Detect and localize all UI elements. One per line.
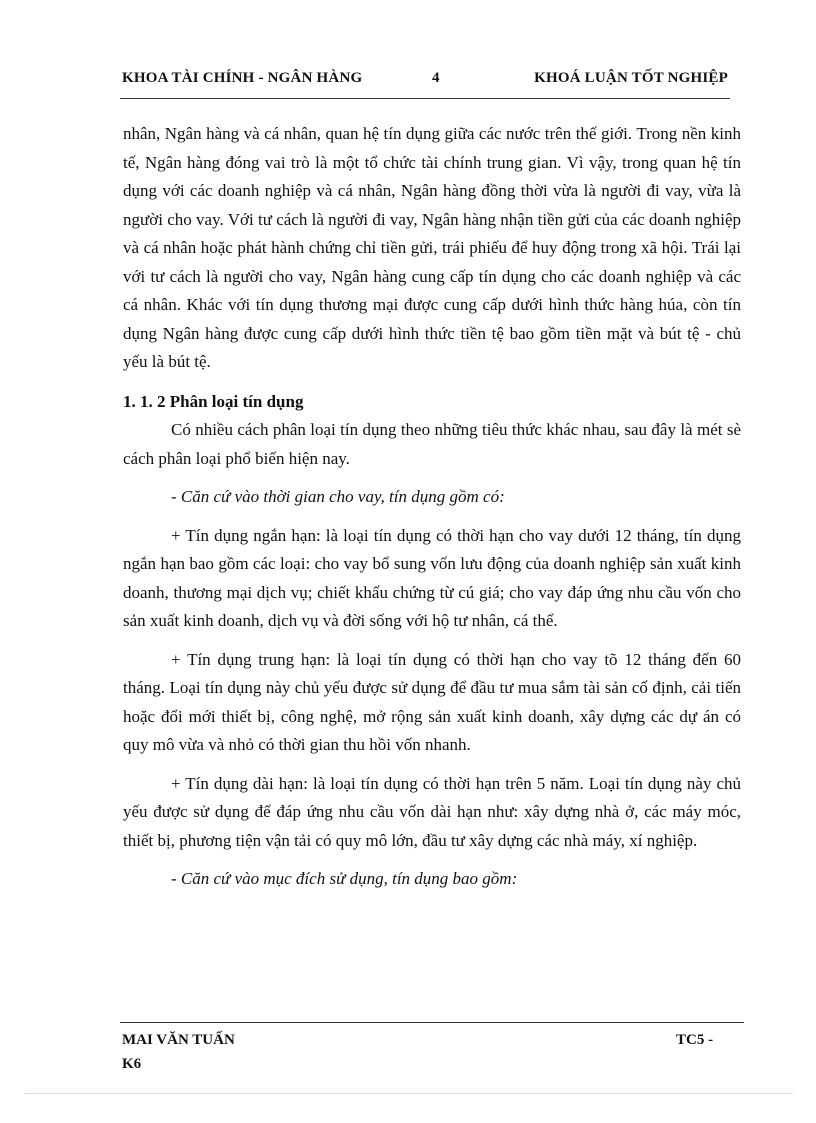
paragraph-by-purpose: - Căn cứ vào mục đích sử dụng, tín dụng bao gồm: bbox=[171, 869, 518, 888]
section-heading: 1. 1. 2 Phân loại tín dụng bbox=[123, 391, 304, 411]
paragraph-medium-term: + Tín dụng trung hạn: là loại tín dụng có thời hạn cho vay tõ 12 tháng đến 60 tháng. Loại tín dụng này chủ yếu được sử dụng để đầu tư mua sắm tài sản cố định, cải tiến hoặc đổi mới thiết bị, công nghệ, mở rộng sản xuất kinh doanh, xây dựng các dự án có quy mô vừa và nhỏ có thời gian thu hồi vốn nhanh. bbox=[123, 649, 741, 754]
paragraph-short-term: + Tín dụng ngắn hạn: là loại tín dụng có thời hạn cho vay dưới 12 tháng, tín dụng ngắn hạn bao gồm các loại: cho vay bổ sung vốn lưu động của doanh nghiệp sản xuất kinh doanh, thương mại dịch vụ; chiết khấu chứng từ cú giá; cho vay đáp ứng nhu cầu vốn cho sản xuất kinh doanh, dịch vụ và đời sống với hộ tư nhân, cá thể. bbox=[123, 525, 741, 630]
header-faculty: KHOA TÀI CHÍNH - NGÂN HÀNG bbox=[122, 70, 363, 86]
page-bottom-border bbox=[24, 1093, 794, 1094]
document-body bbox=[123, 120, 741, 894]
header-thesis-title: KHOÁ LUẬN TỐT NGHIỆP bbox=[534, 70, 728, 86]
author-name: MAI VĂN TUẤN bbox=[122, 1032, 235, 1048]
paragraph-intro: nhân, Ngân hàng và cá nhân, quan hệ tín dụng giữa các nước trên thế giới. Trong nền kinh tế, Ngân hàng đóng vai trò là một tổ chức tài chính trung gian. Vì vậy, trong quan hệ tín dụng với các doanh nghiệp và cá nhân, Ngân hàng đồng thời vừa là người đi vay, vừa là người cho vay. Với tư cách là người đi vay, Ngân hàng nhận tiền gửi của các doanh nghiệp và cá nhân hoặc phát hành chứng chỉ tiền gửi, trái phiếu để huy động trong xã hội. Trái lại với tư cách là người cho vay, Ngân hàng cung cấp tín dụng cho các doanh nghiệp và các cá nhân. Khác với tín dụng thương mại được cung cấp dưới hình thức hàng húa, còn tín dụng Ngân hàng được cung cấp dưới hình thức tiền tệ bao gồm tiền mặt và bút tệ - chủ yếu là bút tệ. bbox=[123, 124, 741, 371]
header-divider bbox=[120, 98, 730, 99]
class-cohort: K6 bbox=[122, 1056, 142, 1072]
page-number: 4 bbox=[432, 70, 440, 86]
paragraph-classification: Có nhiều cách phân loại tín dụng theo những tiêu thức khác nhau, sau đây là mét sè cách phân loại phổ biến hiện nay. bbox=[123, 420, 741, 468]
footer-divider bbox=[120, 1022, 744, 1023]
paragraph-by-term: - Căn cứ vào thời gian cho vay, tín dụng gồm có: bbox=[171, 487, 505, 506]
page-header bbox=[120, 70, 730, 92]
class-code: TC5 - bbox=[676, 1032, 714, 1048]
paragraph-long-term: + Tín dụng dài hạn: là loại tín dụng có thời hạn trên 5 năm. Loại tín dụng này chủ yếu được sử dụng để đáp ứng nhu cầu vốn dài hạn như: xây dựng nhà ở, các máy móc, thiết bị, phương tiện vận tải có quy mô lớn, đầu tư xây dựng các nhà máy, xí nghiệp. bbox=[123, 773, 741, 850]
